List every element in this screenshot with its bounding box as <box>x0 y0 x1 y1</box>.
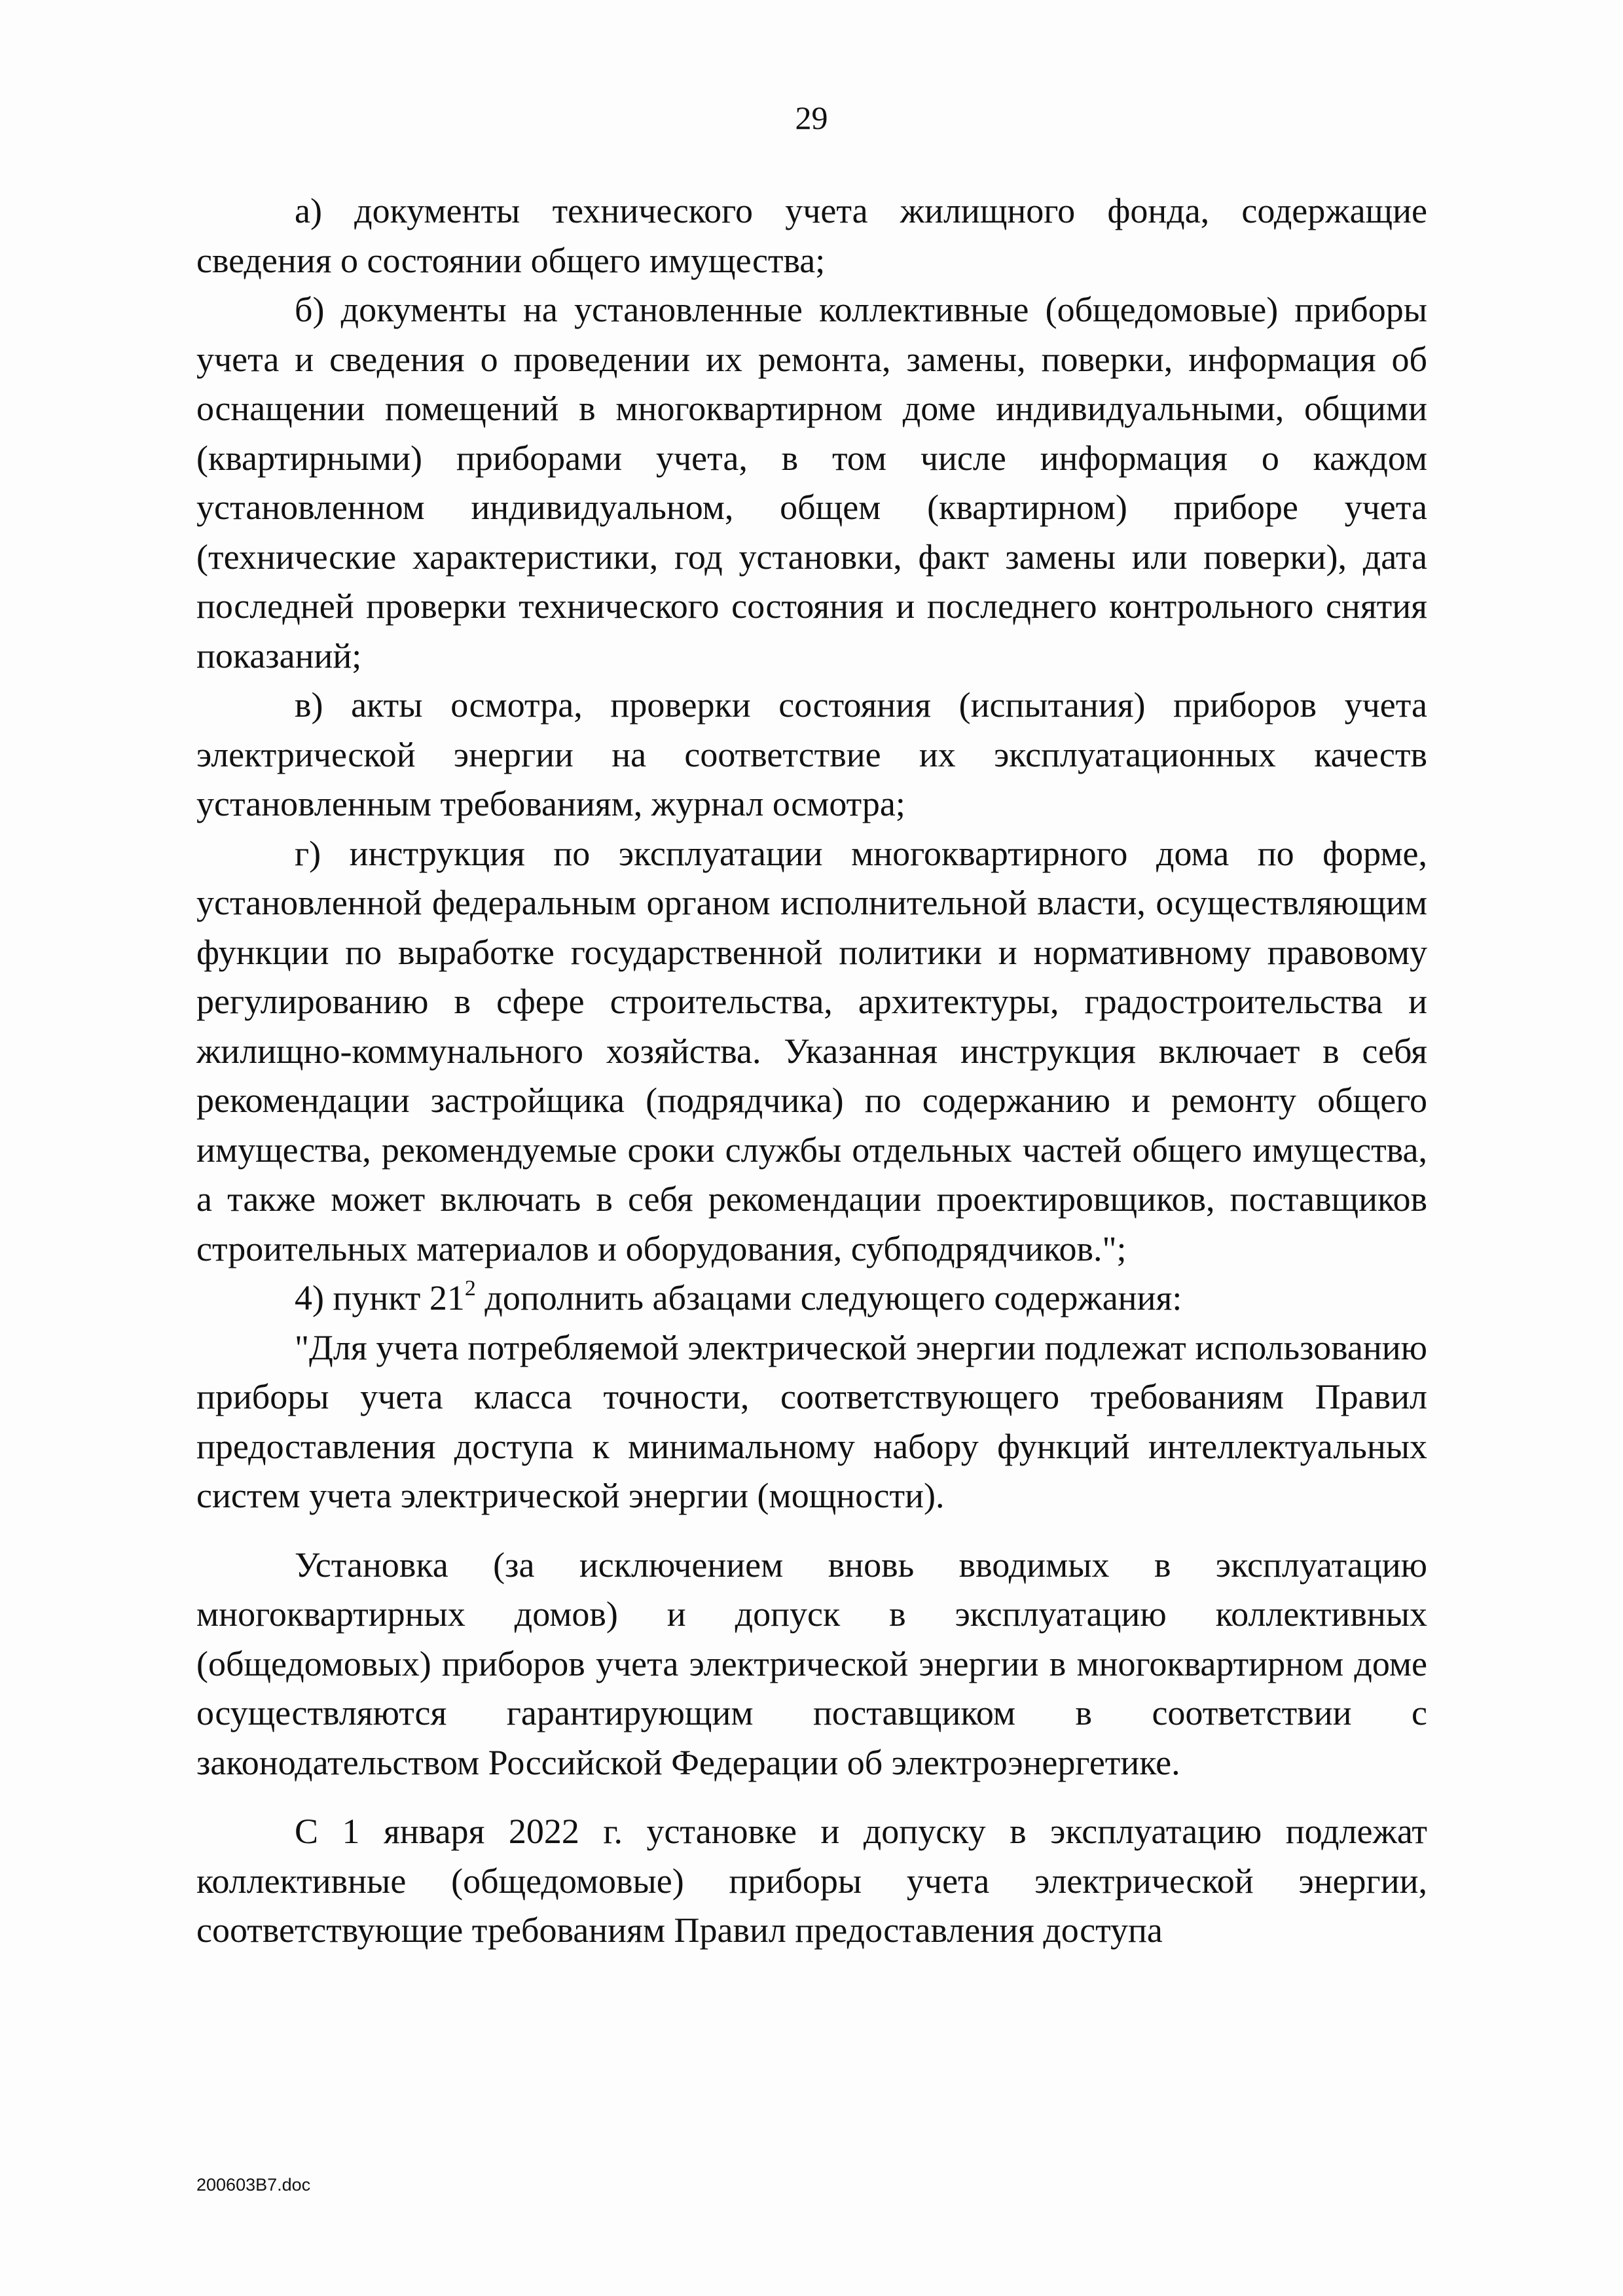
paragraph-metering-class: "Для учета потребляемой электрической энергии подлежат использованию приборы учета класса точности, соответствующего требованиям Правил предоставления доступа к минимальному набору функций интеллектуальных систем учета электрической энергии (мощности). <box>196 1327 1427 1515</box>
footer-filename: 200603В7.doc <box>196 2175 311 2195</box>
paragraph-g: г) инструкция по эксплуатации многоквартирного дома по форме, установленной федеральным органом исполнительной власти, осуществляющим функции по выработке государственной политики и нормативному правовому регулированию в сфере строительства, архитектуры, градостроительства и жилищно-коммунального хозяйства. Указанная инструкция включает в себя рекомендации застройщика (подрядчика) по содержанию и ремонту общего имущества, рекомендуемые сроки службы отдельных частей общего имущества, а также может включать в себя рекомендации проектировщиков, поставщиков строительных материалов и оборудования, субподрядчиков."; <box>196 833 1427 1268</box>
paragraph-a: а) документы технического учета жилищного фонда, содержащие сведения о состоянии общего имущества; <box>196 191 1427 280</box>
paragraph-item-4 <box>196 1274 1427 1323</box>
item4-suffix: дополнить абзацами следующего содержания: <box>475 1278 1182 1318</box>
page-number: 29 <box>795 99 828 136</box>
paragraph-installation: Установка (за исключением вновь вводимых в эксплуатацию многоквартирных домов) и допуск в эксплуатацию коллективных (общедомовых) приборов учета электрической энергии в многоквартирном доме осуществляются гарантирующим поставщиком в соответствии с законодательством Российской Федерации об электроэнергетике. <box>196 1545 1427 1782</box>
paragraph-v: в) акты осмотра, проверки состояния (испытания) приборов учета электрической энергии на соответствие их эксплуатационных качеств установленным требованиям, журнал осмотра; <box>196 685 1427 823</box>
document-body <box>196 187 1427 1956</box>
item4-superscript: 2 <box>464 1276 476 1300</box>
paragraph-from-2022: С 1 января 2022 г. установке и допуску в эксплуатацию подлежат коллективные (общедомовые) приборы учета электрической энергии, соответствующие требованиям Правил предоставления доступа <box>196 1812 1427 1950</box>
item4-prefix: 4) пункт 21 <box>295 1278 465 1318</box>
paragraph-b: б) документы на установленные коллективные (общедомовые) приборы учета и сведения о проведении их ремонта, замены, поверки, информация об оснащении помещений в многоквартирном доме индивидуальными, общими (квартирными) приборами учета, в том числе информация о каждом установленном индивидуальном, общем (квартирном) приборе учета (технические характеристики, год установки, факт замены или поверки), дата последней проверки технического состояния и последнего контрольного снятия показаний; <box>196 290 1427 675</box>
